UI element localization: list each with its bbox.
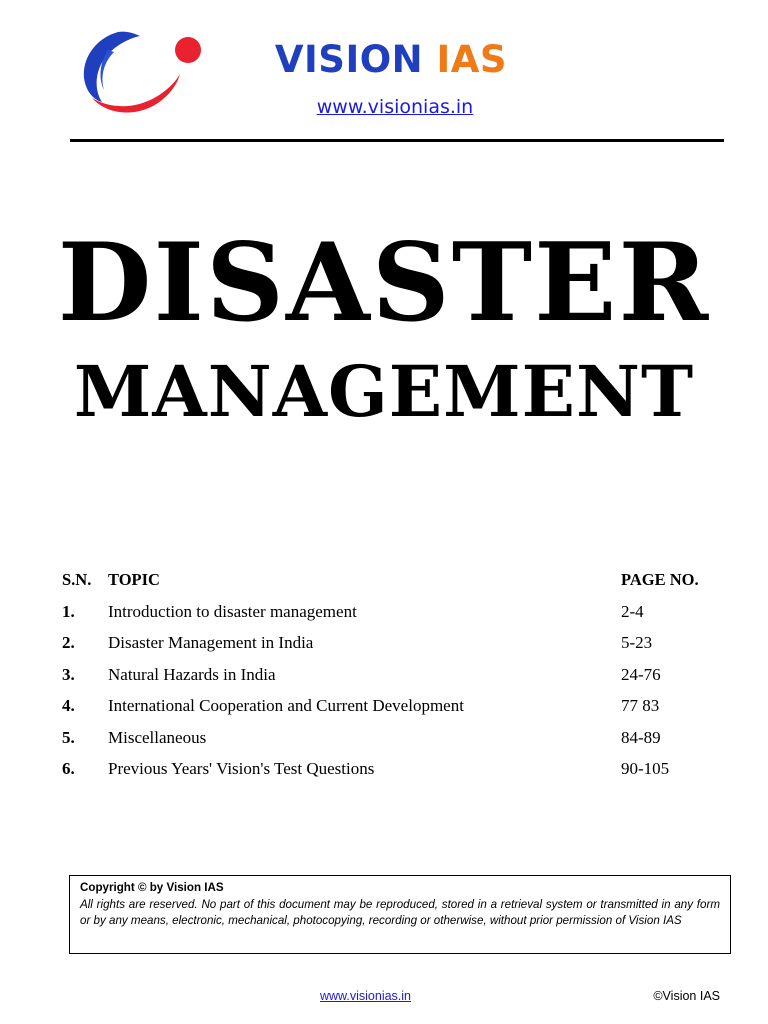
toc-header-sn: S.N.	[62, 570, 92, 589]
logo-red-swoosh	[92, 74, 180, 113]
copyright-body: All rights are reserved. No part of this document may be reproduced, stored in a retrieval system or transmitted in any form or by any means, electronic, mechanical, photocopying, recording or otherwise, without prior permission of Vision IAS	[80, 897, 720, 927]
toc-topic: Previous Years' Vision's Test Questions	[108, 759, 375, 778]
vision-ias-logo	[78, 26, 206, 122]
toc-sn: 3.	[62, 664, 75, 684]
header-divider	[70, 139, 724, 142]
copyright-title: Copyright © by Vision IAS	[80, 881, 224, 894]
header-website-link[interactable]: www.visionias.in	[316, 96, 474, 118]
toc-sn: 2.	[62, 633, 75, 652]
toc-page: 24-76	[621, 664, 661, 684]
toc-topic: International Cooperation and Current Development	[108, 696, 464, 715]
toc-page: 84-89	[621, 727, 661, 747]
toc-page: 5-23	[621, 633, 653, 652]
toc-topic: Disaster Management in India	[108, 633, 314, 652]
brand-vision: VISION	[274, 38, 424, 81]
copyright-notice	[69, 875, 731, 954]
toc-row	[62, 724, 722, 756]
brand-name	[256, 38, 526, 82]
logo-red-dot	[175, 37, 201, 63]
brand-ias: IAS	[436, 38, 508, 81]
toc-sn: 4.	[62, 696, 75, 715]
toc-topic: Natural Hazards in India	[108, 664, 276, 684]
toc-sn: 5.	[62, 727, 75, 747]
toc-page: 77 83	[621, 696, 660, 715]
toc-row	[62, 661, 722, 693]
toc-page: 2-4	[621, 601, 644, 621]
toc-row	[62, 755, 722, 787]
toc-sn: 6.	[62, 759, 75, 778]
toc-row	[62, 598, 722, 630]
title-line-1: DISASTER	[57, 220, 711, 346]
toc-header-row	[62, 566, 722, 598]
toc-row	[62, 629, 722, 661]
toc-topic: Introduction to disaster management	[108, 601, 357, 621]
toc-page: 90-105	[621, 759, 670, 778]
toc-header-topic: TOPIC	[108, 570, 160, 589]
footer-website-link[interactable]: www.visionias.in	[320, 989, 412, 1003]
toc-header-page: PAGE NO.	[621, 570, 699, 589]
title-line-2: MANAGEMENT	[73, 350, 695, 433]
toc-sn: 1.	[62, 601, 75, 621]
footer-copyright: ©Vision IAS	[653, 989, 720, 1003]
toc-row	[62, 692, 722, 724]
table-of-contents	[62, 566, 722, 787]
toc-topic: Miscellaneous	[108, 727, 207, 747]
logo-blue-swoosh	[84, 32, 140, 102]
